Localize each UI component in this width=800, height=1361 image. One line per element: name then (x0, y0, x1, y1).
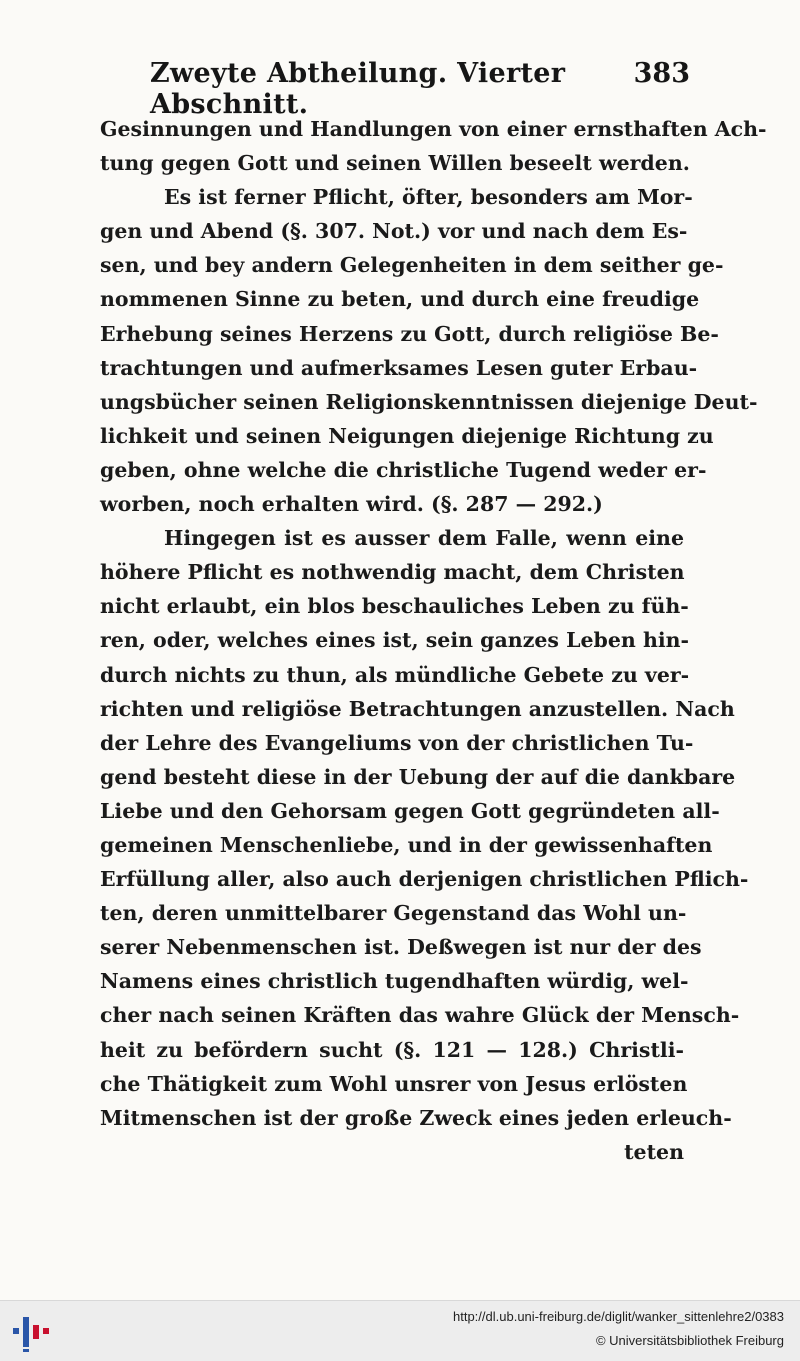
text-line: heit zu befördern sucht (§. 121 — 128.) Christli- (100, 1037, 684, 1062)
footer-bar (0, 1300, 800, 1361)
text-line: worben, noch erhalten wird. (§. 287 — 292.) (100, 492, 603, 517)
text-line: Erhebung seines Herzens zu Gott, durch religiöse Be- (100, 321, 719, 346)
text-line: durch nichts zu thun, als mündliche Gebete zu ver- (100, 662, 690, 687)
text-line: ungsbücher seinen Religionskenntnissen diejenige Deut- (100, 389, 758, 414)
ub-freiburg-logo (10, 1311, 52, 1353)
body-text (100, 112, 767, 1169)
running-head: Zweyte Abtheilung. Vierter Abschnitt. (150, 58, 566, 120)
text-line: Es ist ferner Pflicht, öfter, besonders am Mor- (164, 185, 693, 210)
text-line: trachtungen und aufmerksames Lesen guter Erbau- (100, 355, 698, 380)
text-line: ren, oder, welches eines ist, sein ganzes Leben hin- (100, 628, 690, 653)
text-line: geben, ohne welche die christliche Tugend weder er- (100, 457, 707, 482)
text-line: Mitmenschen ist der große Zweck eines jeden erleuch- (100, 1105, 732, 1130)
text-line: serer Nebenmenschen ist. Deßwegen ist nur der des (100, 935, 702, 960)
text-line: nommenen Sinne zu beten, und durch eine freudige (100, 287, 700, 312)
text-line: lichkeit und seinen Neigungen diejenige Richtung zu (100, 423, 714, 448)
permalink-url[interactable]: http://dl.ub.uni-freiburg.de/diglit/wanker_sittenlehre2/0383 (453, 1309, 784, 1324)
text-line: höhere Pflicht es nothwendig macht, dem Christen (100, 560, 685, 585)
text-line: ten, deren unmittelbarer Gegenstand das Wohl un- (100, 901, 687, 926)
text-line: che Thätigkeit zum Wohl unsrer von Jesus erlösten (100, 1071, 688, 1096)
text-line: Hingegen ist es ausser dem Falle, wenn eine (164, 526, 684, 551)
text-line: sen, und bey andern Gelegenheiten in dem seither ge- (100, 253, 724, 278)
text-line: gen und Abend (§. 307. Not.) vor und nach dem Es- (100, 219, 688, 244)
copyright-notice: © Universitätsbibliothek Freiburg (595, 1333, 784, 1348)
text-line: Erfüllung aller, also auch derjenigen christlichen Pflich- (100, 867, 749, 892)
text-line: gemeinen Menschenliebe, und in der gewissenhaften (100, 832, 713, 857)
page-number: 383 (633, 58, 690, 89)
text-line: der Lehre des Evangeliums von der christlichen Tu- (100, 730, 694, 755)
text-line: Gesinnungen und Handlungen von einer ernsthaften Ach- (100, 117, 767, 141)
text-line: tung gegen Gott und seinen Willen beseelt werden. (100, 151, 690, 176)
text-line: Liebe und den Gehorsam gegen Gott gegründeten all- (100, 798, 720, 823)
text-line: gend besteht diese in der Uebung der auf die dankbare (100, 764, 736, 789)
text-line: nicht erlaubt, ein blos beschauliches Leben zu füh- (100, 594, 689, 619)
text-line: cher nach seinen Kräften das wahre Glück der Mensch- (100, 1003, 740, 1028)
catchword: teten (624, 1139, 684, 1164)
text-line: Namens eines christlich tugendhaften würdig, wel- (100, 969, 689, 994)
text-line: richten und religiöse Betrachtungen anzustellen. Nach (100, 696, 735, 721)
page-header (150, 52, 690, 120)
